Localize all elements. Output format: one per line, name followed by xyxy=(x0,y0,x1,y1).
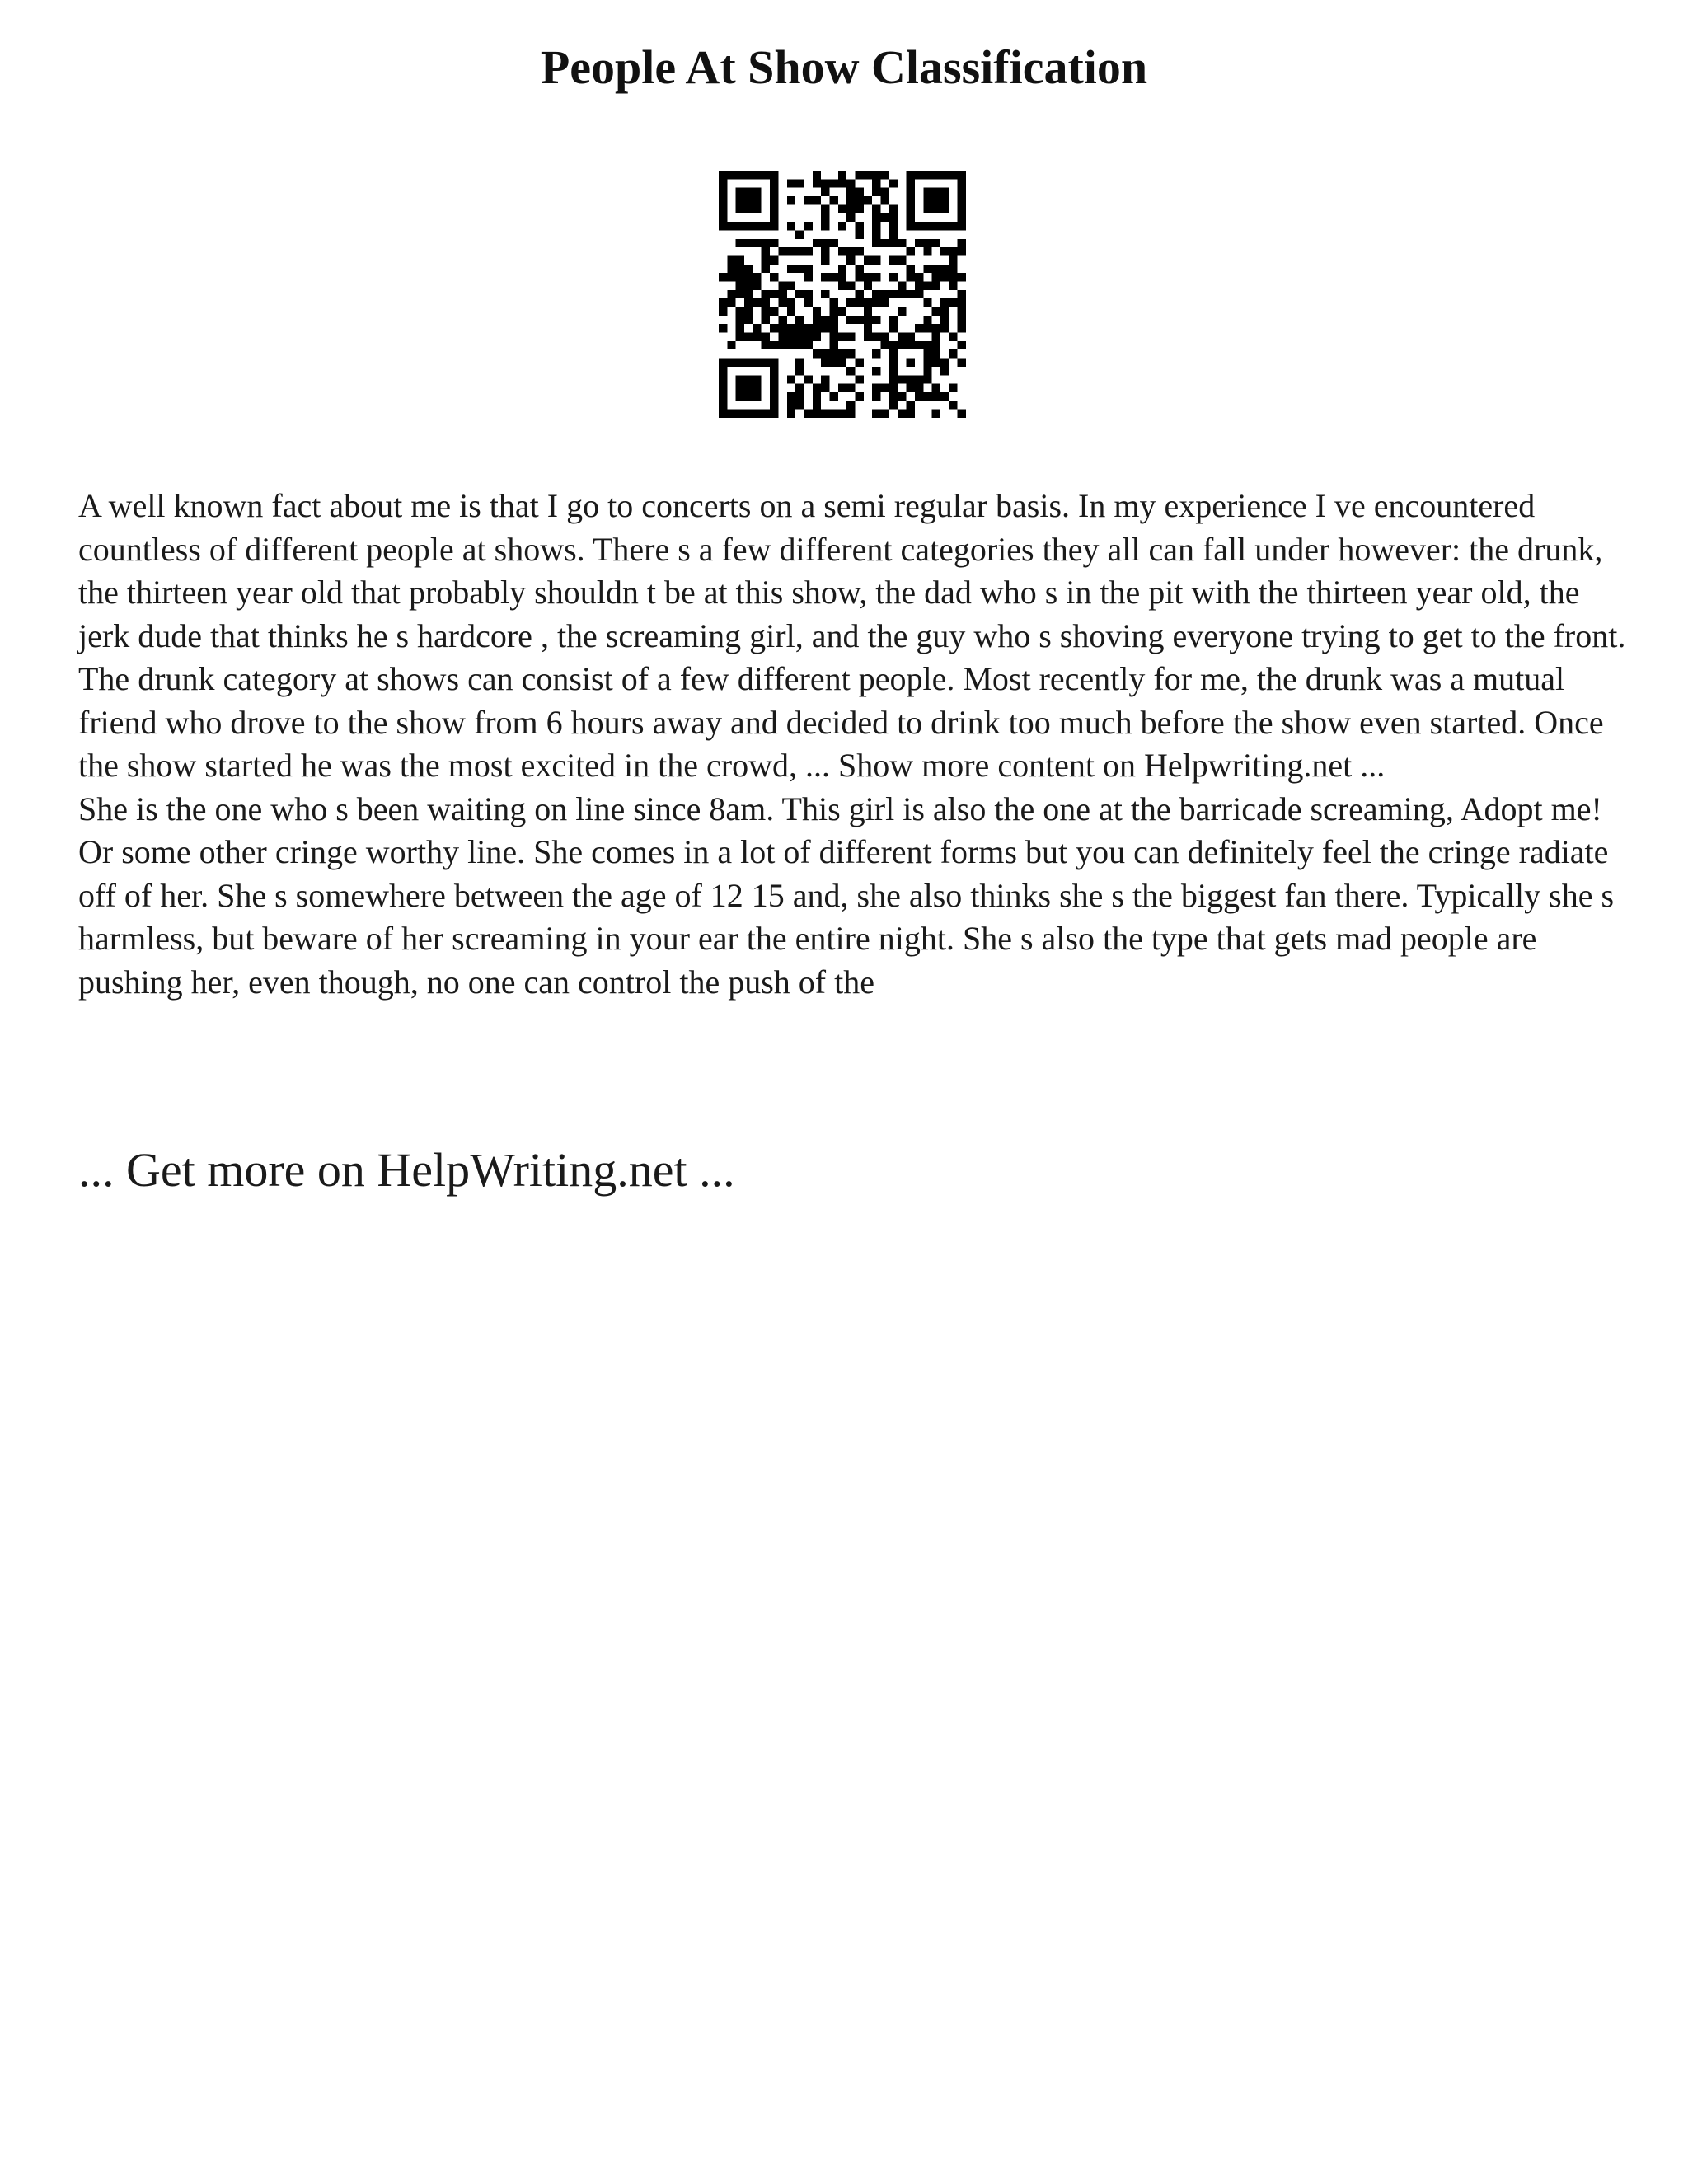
page-title: People At Show Classification xyxy=(540,40,1148,94)
qr-code-graphic xyxy=(719,171,966,418)
paragraph: She is the one who s been waiting on line since 8am. This girl is also the one at the barricade screaming, Adopt me! Or some other cringe worthy line. She comes in a lot of different forms but you can definitely feel the cringe radiate off of her. She s somewhere between the age of 12 15 and, she also thinks she s the biggest fan there. Typically she s harmless, but beware of her screaming in your ear the entire night. She s also the type that gets mad people are pushing her, even though, no one can control the push of the xyxy=(78,790,1615,1001)
get-more-link[interactable]: ... Get more on HelpWriting.net ... xyxy=(78,1143,735,1197)
qr-code-icon[interactable] xyxy=(719,171,966,418)
paragraph: A well known fact about me is that I go to concerts on a semi regular basis. In my experience I ve encountered countless of different people at shows. There s a few different categories they all can fall under however: the drunk, the thirteen year old that probably shouldn t be at this show, the dad who s in the pit with the thirteen year old, the jerk dude that thinks he s hardcore , the screaming girl, and the guy who s shoving everyone trying to get to the front. The drunk category at shows can consist of a few different people. Most recently for me, the drunk was a mutual friend who drove to the show from 6 hours away and decided to drink too much before the show even started. Once the show started he was the most excited in the crowd, ... Show more content on Helpwriting.net ... xyxy=(78,487,1626,784)
article-body xyxy=(78,485,1628,1004)
